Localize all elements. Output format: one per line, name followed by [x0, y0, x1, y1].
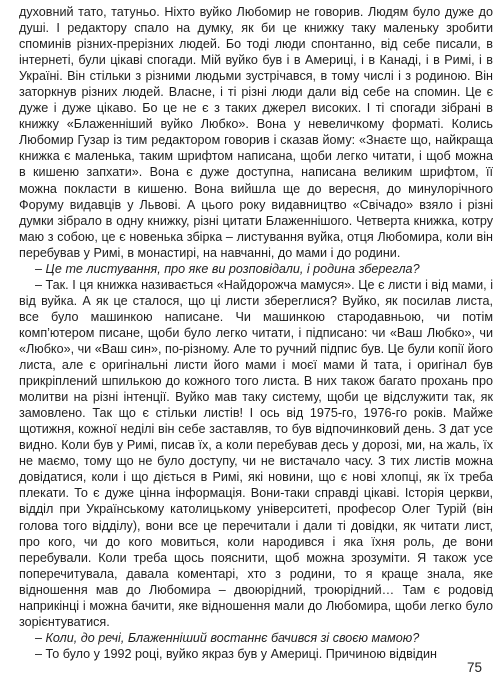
- paragraph-answer-letters: – Так. І ця книжка називається «Найдорожча мамуся». Це є листи і від мами, і від вуйка. А як це сталося, що ці листи збереглися? Вуйко, як посилав листа, все було машинкою написане. Чи машинкою стародавньою, чи потім комп’ютером писане, щоби було легко читати, і підписано: чи «Ваш Любко», чи «Любко», чи «Ваш син», по-різному. Але то ручний підпис був. Це були копії його листа, але є оригінальні листи його мами і моєї мами й тата, і оригінал був прикріплений шпилькою до кожного того листа. В них також багато прохань про молитви на різні інтенції. Вуйко мав таку систему, щоби це відслужити так, як замовлено. Так що є стільки листів! І ось від 1975-го, 1976-го років. Майже щотижня, кожної неділі він себе заставляв, то був відпочинковий день. З дат усе видно. Коли був у Римі, писав їх, а коли перебував десь у дорозі, ми, на жаль, їх не маємо, тому що не було доступу, чи не вистачало часу. З тих листів можна довідатися, коли і що діється в Римі, які новини, що є нові хлопці, як їх треба плекати. То є дуже цінна інформація. Вони-таки справді цікаві. Історія церкви, відділ при Українському католицькому університеті, професор Олег Турій (він голова того відділу), вони все це перечитали і дали ті довідки, як читати лист, про кого, чи до кого мовиться, коли народився і яка їхня роль, де вони перебували. Коли треба щось пояснити, щоб можна зрозуміти. Я також усе поперечитувала, давала коментарі, хто з родини, то я краще знала, яке відношення мав до Любомира – двоюрідний, троюрідний… Там є родовід наприкінці і можна бачити, яке відношення мали до Любомира, щоби легко було зорієнтуватися.: [19, 277, 493, 629]
- paragraph-answer-visit: – То було у 1992 році, вуйко якраз був у Америці. Причиною відвідин: [35, 646, 437, 661]
- page-text: [19, 4, 493, 662]
- page-number: 75: [466, 660, 482, 675]
- paragraph-intro: духовний тато, татуньо. Ніхто вуйко Любомир не говорив. Людям було дуже до душі. І редактору спало на думку, як би це книжку таку маленьку зробити споминів різних-прерізних людей. Бо тоді люди спонтанно, від себе писали, в інтернеті, були цікаві спогади. Мій вуйко був і в Америці, і в Канаді, і в Римі, і в Україні. Він стільки з різними людьми зустрічався, в тому числі і з родиною. Він заторкнув різних людей. Власне, і ті різні люди дали від себе на спомин. Це є дуже і дуже цікаво. Бо це не є з таких джерел високих. І ті спогади зібрані в книжку «Блаженніший вуйко Любко». Вона у невеличкому форматі. Колись Любомир Гузар із тим редактором говорив і сказав йому: «Знаєте що, найкраща книжка є маленька, таким шрифтом написана, щоби легко читати, і щоб можна в кишеню запхати». Вона є дуже доступна, написана великим шрифтом, її можна покласти в кишеню. Вона вийшла ще до вересня, до минулорічного Форуму видавців у Львові. А цього року видавництво «Свічадо» взяло і різні думки зібрало в одну книжку, різні цитати Блаженнішого. Четверта книжка, котру маю з собою, це є новенька збірка – листування вуйка, отця Любомира, коли він перебував у Римі, в монастирі, на навчанні, до мами і до родини.: [19, 5, 493, 260]
- interviewer-question: – Коли, до речі, Блаженніший востаннє бачився зі своєю мамою?: [35, 630, 420, 645]
- interviewer-question: – Це те листування, про яке ви розповідали, і родина зберегла?: [35, 261, 420, 276]
